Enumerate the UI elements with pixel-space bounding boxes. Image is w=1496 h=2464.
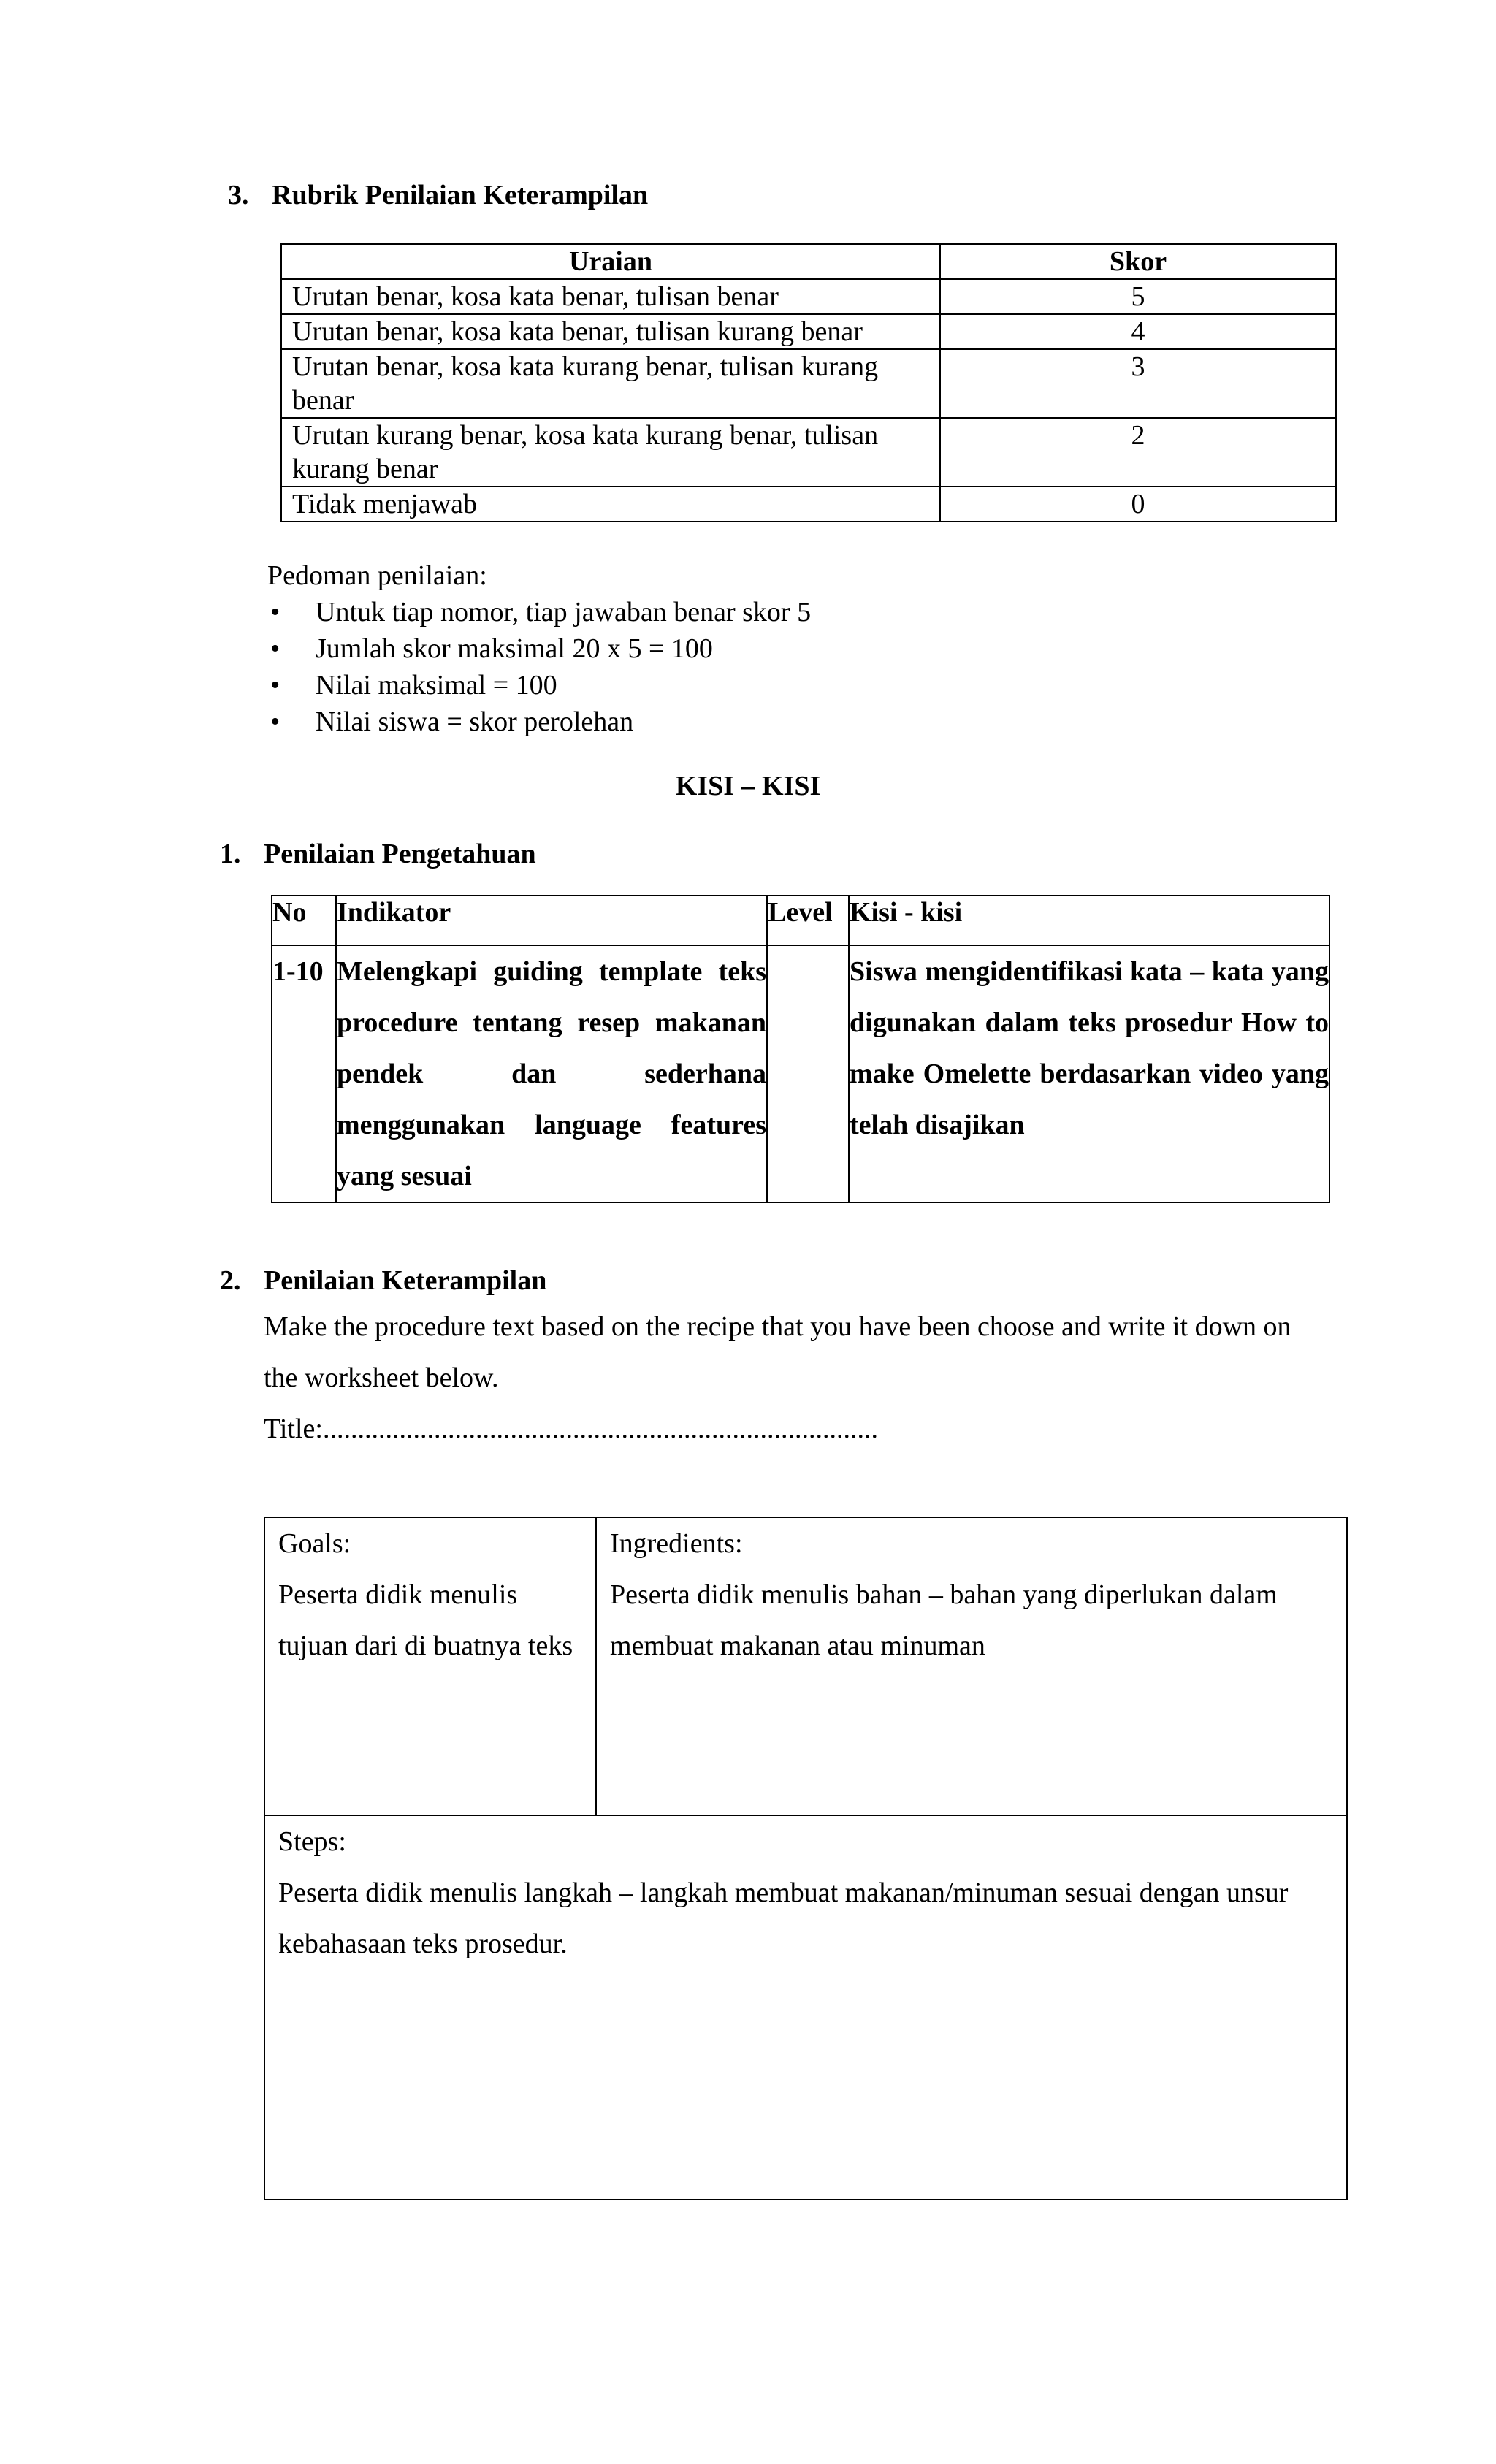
pedoman-item-text: Jumlah skor maksimal 20 x 5 = 100 (316, 633, 713, 664)
pedoman-label: Pedoman penilaian: (267, 560, 487, 591)
rubric-header-row (281, 244, 1336, 279)
section-2-title: Penilaian Keterampilan (264, 1265, 547, 1296)
section-3-heading (228, 178, 648, 213)
section-1-title: Penilaian Pengetahuan (264, 839, 536, 869)
list-item (270, 667, 1293, 703)
steps-label: Steps: (278, 1826, 346, 1857)
kisi-header-row (272, 896, 1329, 945)
table-row (281, 349, 1336, 418)
kisi-level-cell (767, 945, 849, 1202)
rubric-uraian-cell (281, 418, 940, 487)
rubric-table (280, 243, 1337, 522)
section-3-title: Rubrik Penilaian Keterampilan (272, 180, 649, 210)
kisi-header-kisi: Kisi - kisi (849, 896, 1329, 945)
section-2-instruction: Make the procedure text based on the recipe that you have been choose and write it down on the worksheet below. (264, 1311, 1291, 1393)
rubric-uraian-cell (281, 349, 940, 418)
rubric-uraian-text: Urutan benar, kosa kata benar, tulisan benar (292, 281, 779, 312)
rubric-skor-cell: 5 (940, 279, 1336, 314)
kisi-kisi-cell: Siswa mengidentifikasi kata – kata yang digunakan dalam teks prosedur How to make Omelette berdasarkan video yang telah disajikan (849, 945, 1329, 1202)
goals-label: Goals: (278, 1528, 351, 1559)
rubric-uraian-text-cont: benar (292, 385, 354, 416)
pedoman-item-text: Nilai maksimal = 100 (316, 670, 557, 701)
rubric-skor-cell: 2 (940, 418, 1336, 487)
title-line: Title:................................................................................ (264, 1414, 878, 1444)
rubric-uraian-cell (281, 314, 940, 349)
rubric-uraian-text-cont: kurang benar (292, 454, 438, 484)
table-row (281, 314, 1336, 349)
kisi-indikator-cell: Melengkapi guiding template teks procedure tentang resep makanan pendek dan sederhana menggunakan language features yang sesuai (336, 945, 767, 1202)
pedoman-item-text: Nilai siswa = skor perolehan (316, 706, 634, 737)
rubric-uraian-cell (281, 279, 940, 314)
bullet-icon: • (270, 670, 280, 701)
section-3-number: 3. (228, 180, 249, 210)
table-row (281, 279, 1336, 314)
ingredients-cell (597, 1518, 1346, 1815)
list-item (270, 703, 1293, 740)
kisi-header-level: Level (767, 896, 849, 945)
bullet-icon: • (270, 706, 280, 737)
kisi-header-no: No (272, 896, 336, 945)
rubric-uraian-text: Urutan benar, kosa kata kurang benar, tulisan kurang (292, 351, 879, 382)
bullet-icon: • (270, 633, 280, 664)
rubric-header-skor: Skor (940, 244, 1336, 279)
goals-text: Peserta didik menulis tujuan dari di buatnya teks (278, 1579, 573, 1661)
pedoman-item-text: Untuk tiap nomor, tiap jawaban benar skor 5 (316, 597, 812, 628)
steps-text: Peserta didik menulis langkah – langkah membuat makanan/minuman sesuai dengan unsur kebahasaan teks prosedur. (278, 1877, 1289, 1959)
rubric-header-uraian: Uraian (281, 244, 940, 279)
list-item (270, 594, 1293, 630)
ingredients-text: Peserta didik menulis bahan – bahan yang diperlukan dalam membuat makanan atau minuman (610, 1579, 1278, 1661)
section-1-heading (220, 836, 536, 871)
table-row (281, 418, 1336, 487)
ingredients-label: Ingredients: (610, 1528, 743, 1559)
rubric-uraian-cell (281, 487, 940, 522)
section-2-heading (220, 1263, 546, 1298)
goals-cell (265, 1518, 595, 1815)
kisi-title: KISI – KISI (675, 771, 821, 801)
section-1-number: 1. (220, 839, 241, 869)
kisi-table (271, 895, 1330, 1203)
rubric-uraian-text: Urutan benar, kosa kata benar, tulisan kurang benar (292, 316, 863, 347)
table-row (281, 487, 1336, 522)
section-2-number: 2. (220, 1265, 241, 1296)
worksheet-box (264, 1517, 1348, 2200)
rubric-skor-cell: 3 (940, 349, 1336, 418)
rubric-skor-cell: 4 (940, 314, 1336, 349)
bullet-icon: • (270, 597, 280, 628)
table-row (272, 945, 1329, 1202)
pedoman-list (270, 594, 1293, 740)
rubric-skor-cell: 0 (940, 487, 1336, 522)
rubric-uraian-text: Urutan kurang benar, kosa kata kurang benar, tulisan (292, 420, 879, 451)
list-item (270, 630, 1293, 667)
kisi-header-indikator: Indikator (336, 896, 767, 945)
steps-cell (265, 1816, 1346, 2199)
rubric-uraian-text: Tidak menjawab (292, 489, 477, 519)
kisi-no-cell: 1-10 (272, 945, 336, 1202)
